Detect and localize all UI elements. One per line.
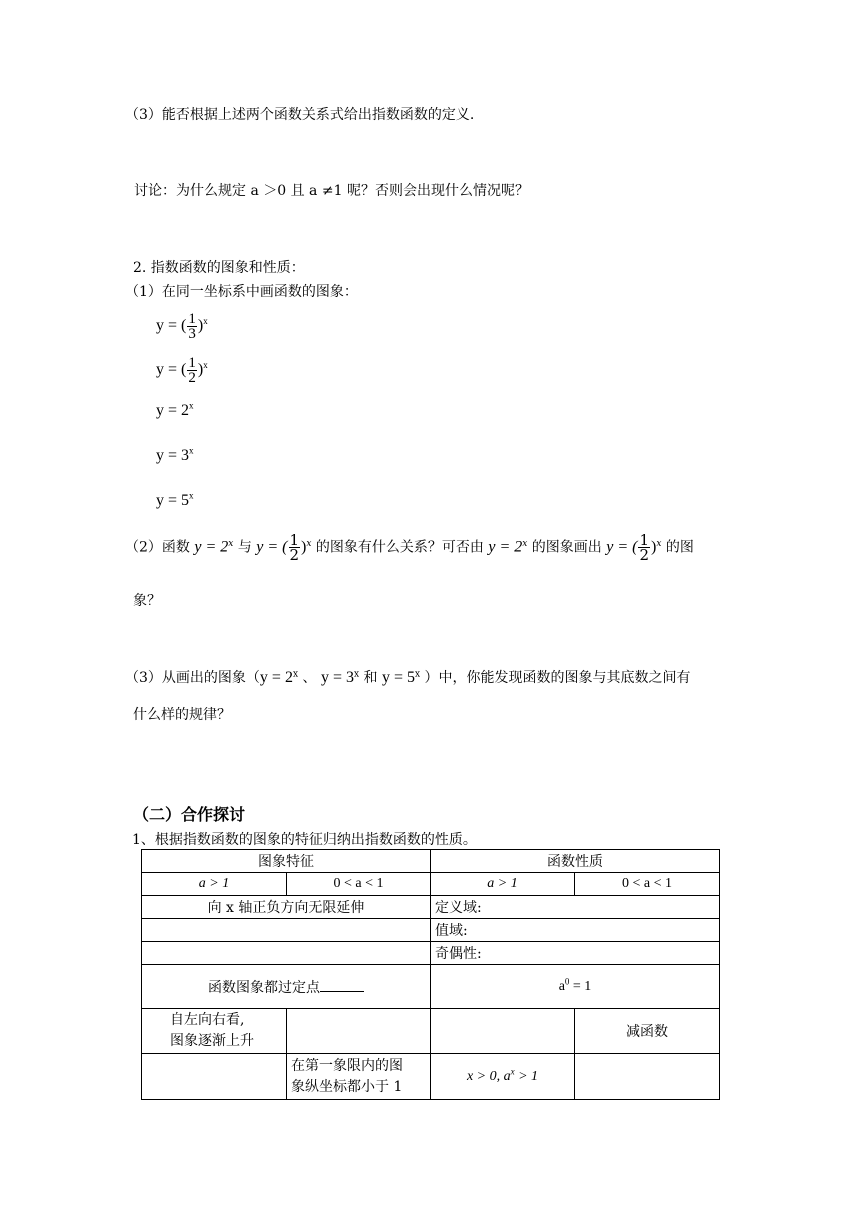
header-features: 图象特征	[142, 850, 431, 873]
table-row	[142, 919, 720, 942]
cell-empty	[142, 942, 431, 965]
section-intro: 1、根据指数函数的图象的特征归纳出指数函数的性质。	[132, 832, 477, 848]
cell-empty	[575, 1054, 720, 1100]
table-row	[142, 850, 720, 873]
cell-empty	[431, 1009, 575, 1054]
cell-x-positive: x > 0, $a^x > 1$	[431, 1054, 575, 1100]
cell-a-zero: $a^0 = 1$	[431, 965, 720, 1009]
question-1-draw: （1）在同一坐标系中画函数的图象：	[125, 284, 358, 300]
function-one-half: y = ( $\frac{1}{2}$ )$^x$	[156, 355, 208, 386]
question-3-line2: 什么样的规律？	[133, 707, 231, 723]
cell-extend: 向 x 轴正负方向无限延伸	[142, 896, 431, 919]
table-row	[142, 1009, 720, 1054]
table-row	[142, 896, 720, 919]
cell-decreasing: 减函数	[575, 1009, 720, 1054]
table-row	[142, 873, 720, 896]
cell-first-quadrant: 在第一象限内的图 象纵坐标都小于 1	[287, 1054, 431, 1100]
table-row	[142, 965, 720, 1009]
section-cooperative-title: （二）合作探讨	[133, 805, 246, 824]
function-2x: $y = 2^x$	[156, 400, 194, 419]
table-row	[142, 942, 720, 965]
table-row	[142, 1054, 720, 1100]
question-2-relation: （2）函数 $y = 2^x$ 与 y = ( $\frac{1}{2}$ )$^x$ 的图象有什么关系？可否由 $y = 2^x$ 的图象画出 y = ( $\frac{1}{2}$ )$^x$ 的图	[125, 531, 694, 564]
cell-empty	[142, 919, 431, 942]
fill-blank[interactable]	[320, 979, 364, 992]
cell-a-gt-1-2: a > 1	[431, 873, 575, 896]
cell-range: 值域:	[431, 919, 720, 942]
discussion-text: 讨论：为什么规定 a ＞0 且 a ≠1 呢？否则会出现什么情况呢？	[134, 183, 529, 199]
section-2-heading: 2. 指数函数的图象和性质：	[133, 260, 305, 276]
question-2-line2: 象？	[133, 593, 161, 609]
function-3x: $y = 3^x$	[156, 445, 194, 464]
cell-empty	[142, 1054, 287, 1100]
cell-empty	[287, 1009, 431, 1054]
function-one-third: y = ( $\frac{1}{3}$ )$^x$	[156, 311, 208, 342]
cell-fixed-point: 函数图象都过定点	[142, 965, 431, 1009]
cell-increasing: 自左向右看, 图象逐渐上升	[142, 1009, 287, 1054]
function-5x: $y = 5^x$	[156, 490, 194, 509]
cell-domain: 定义域:	[431, 896, 720, 919]
cell-a-gt-1: a > 1	[142, 873, 287, 896]
header-properties: 函数性质	[431, 850, 720, 873]
cell-a-between: 0 < a < 1	[287, 873, 431, 896]
cell-a-between-2: 0 < a < 1	[575, 873, 720, 896]
cell-parity: 奇偶性:	[431, 942, 720, 965]
question-3-definition: （3）能否根据上述两个函数关系式给出指数函数的定义.	[125, 107, 475, 123]
properties-table	[141, 849, 720, 1100]
question-3-pattern: （3）从画出的图象（$y = 2^x$ 、 $y = 3^x$ 和 $y = 5^x$ ）中，你能发现函数的图象与其底数之间有	[125, 669, 691, 686]
